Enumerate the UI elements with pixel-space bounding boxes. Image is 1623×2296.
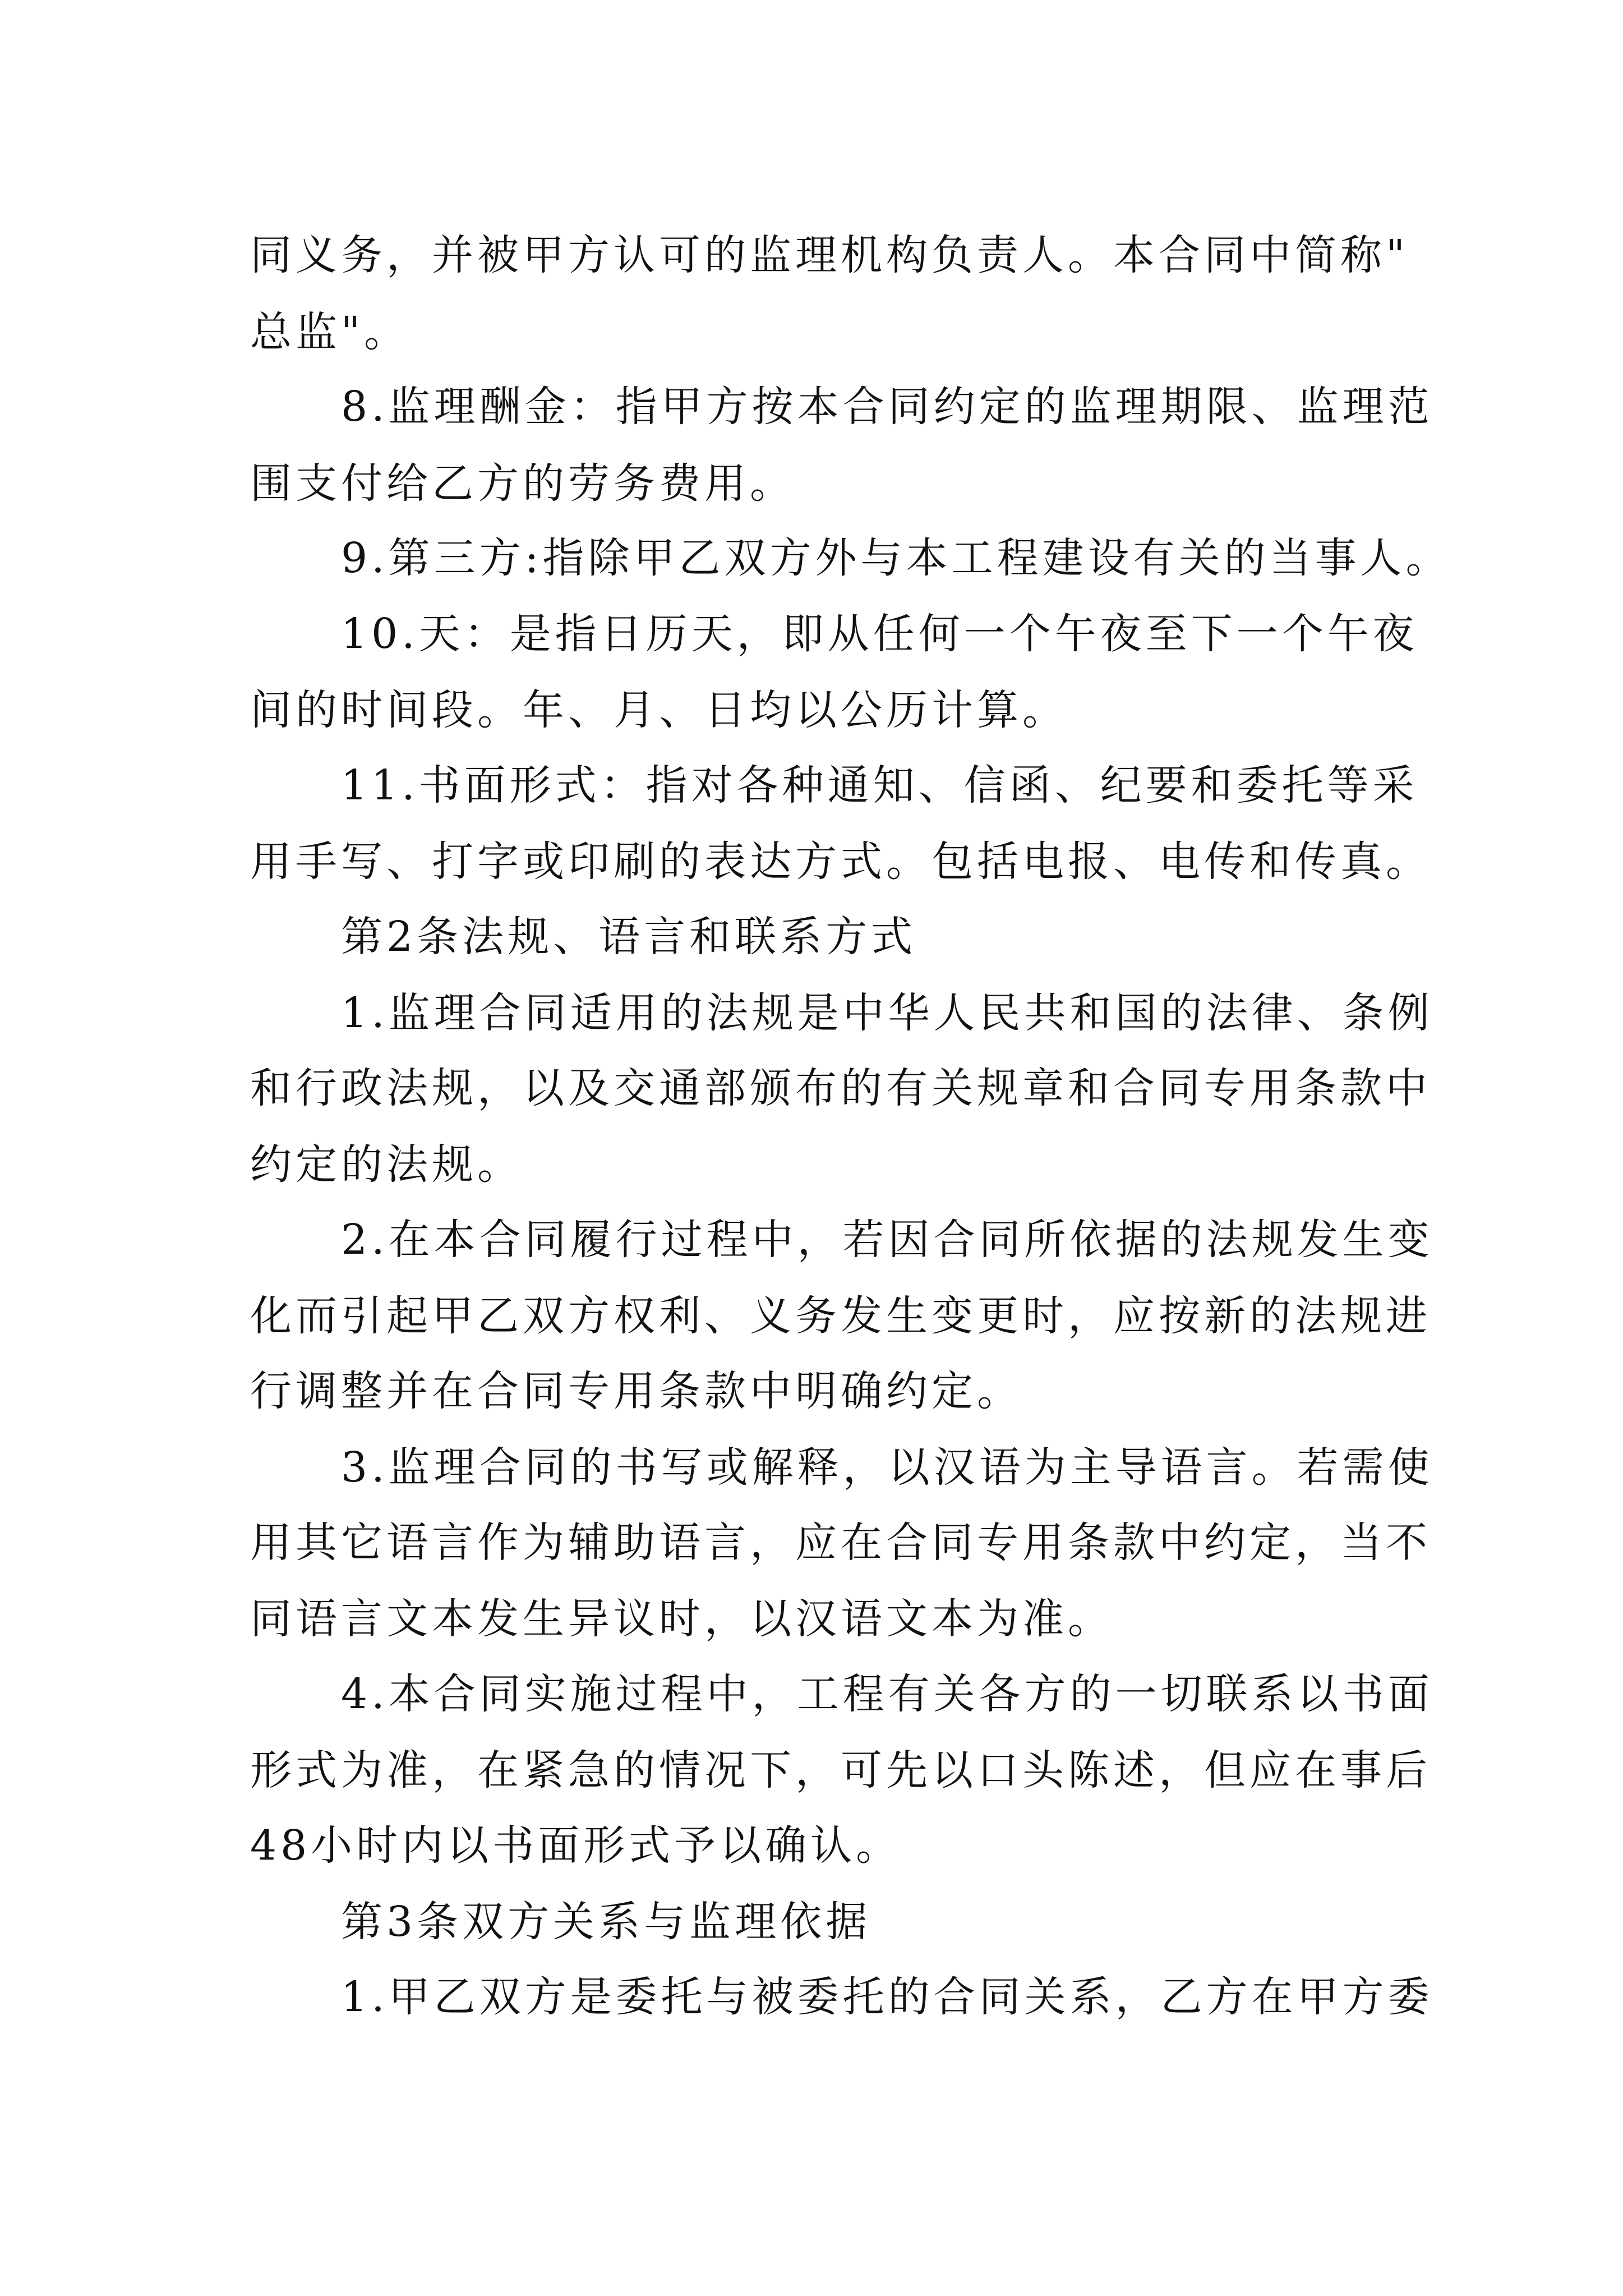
text-line: 10.天：是指日历天，即从任何一个午夜至下一个午夜 [341,610,1418,658]
text-line: 用其它语言作为辅助语言，应在合同专用条款中约定，当不 [250,1519,1431,1567]
text-line: 围支付给乙方的劳务费用。 [250,459,795,508]
text-line: 1.甲乙双方是委托与被委托的合同关系，乙方在甲方委 [341,1973,1433,2021]
text-line: 48小时内以书面形式予以确认。 [250,1821,902,1870]
text-line: 3.监理合同的书写或解释，以汉语为主导语言。若需使 [341,1443,1433,1492]
text-line: 总监"。 [250,308,410,356]
text-line: 用手写、打字或印刷的表达方式。包括电报、电传和传真。 [250,838,1431,886]
text-line: 约定的法规。 [250,1140,523,1189]
text-line: 11.书面形式：指对各种通知、信函、纪要和委托等采 [341,761,1418,809]
text-line: 间的时间段。年、月、日均以公历计算。 [250,686,1068,734]
text-line: 和行政法规，以及交通部颁布的有关规章和合同专用条款中 [250,1064,1431,1112]
text-line: 同义务，并被甲方认可的监理机构负责人。本合同中简称" [250,231,1409,279]
section-heading: 第2条法规、语言和联系方式 [341,913,917,961]
text-line: 行调整并在合同专用条款中明确约定。 [250,1367,1022,1415]
text-line: 9.第三方:指除甲乙双方外与本工程建设有关的当事人。 [341,534,1451,582]
text-line: 2.在本合同履行过程中，若因合同所依据的法规发生变 [341,1216,1433,1264]
text-line: 4.本合同实施过程中，工程有关各方的一切联系以书面 [341,1670,1433,1718]
text-line: 8.监理酬金：指甲方按本合同约定的监理期限、监理范 [341,383,1433,431]
text-line: 1.监理合同适用的法规是中华人民共和国的法律、条例 [341,989,1433,1037]
text-line: 同语言文本发生异议时，以汉语文本为准。 [250,1595,1113,1643]
text-line: 化而引起甲乙双方权利、义务发生变更时，应按新的法规进 [250,1292,1431,1340]
section-heading: 第3条双方关系与监理依据 [341,1898,872,1946]
text-line: 形式为准，在紧急的情况下，可先以口头陈述，但应在事后 [250,1746,1431,1795]
